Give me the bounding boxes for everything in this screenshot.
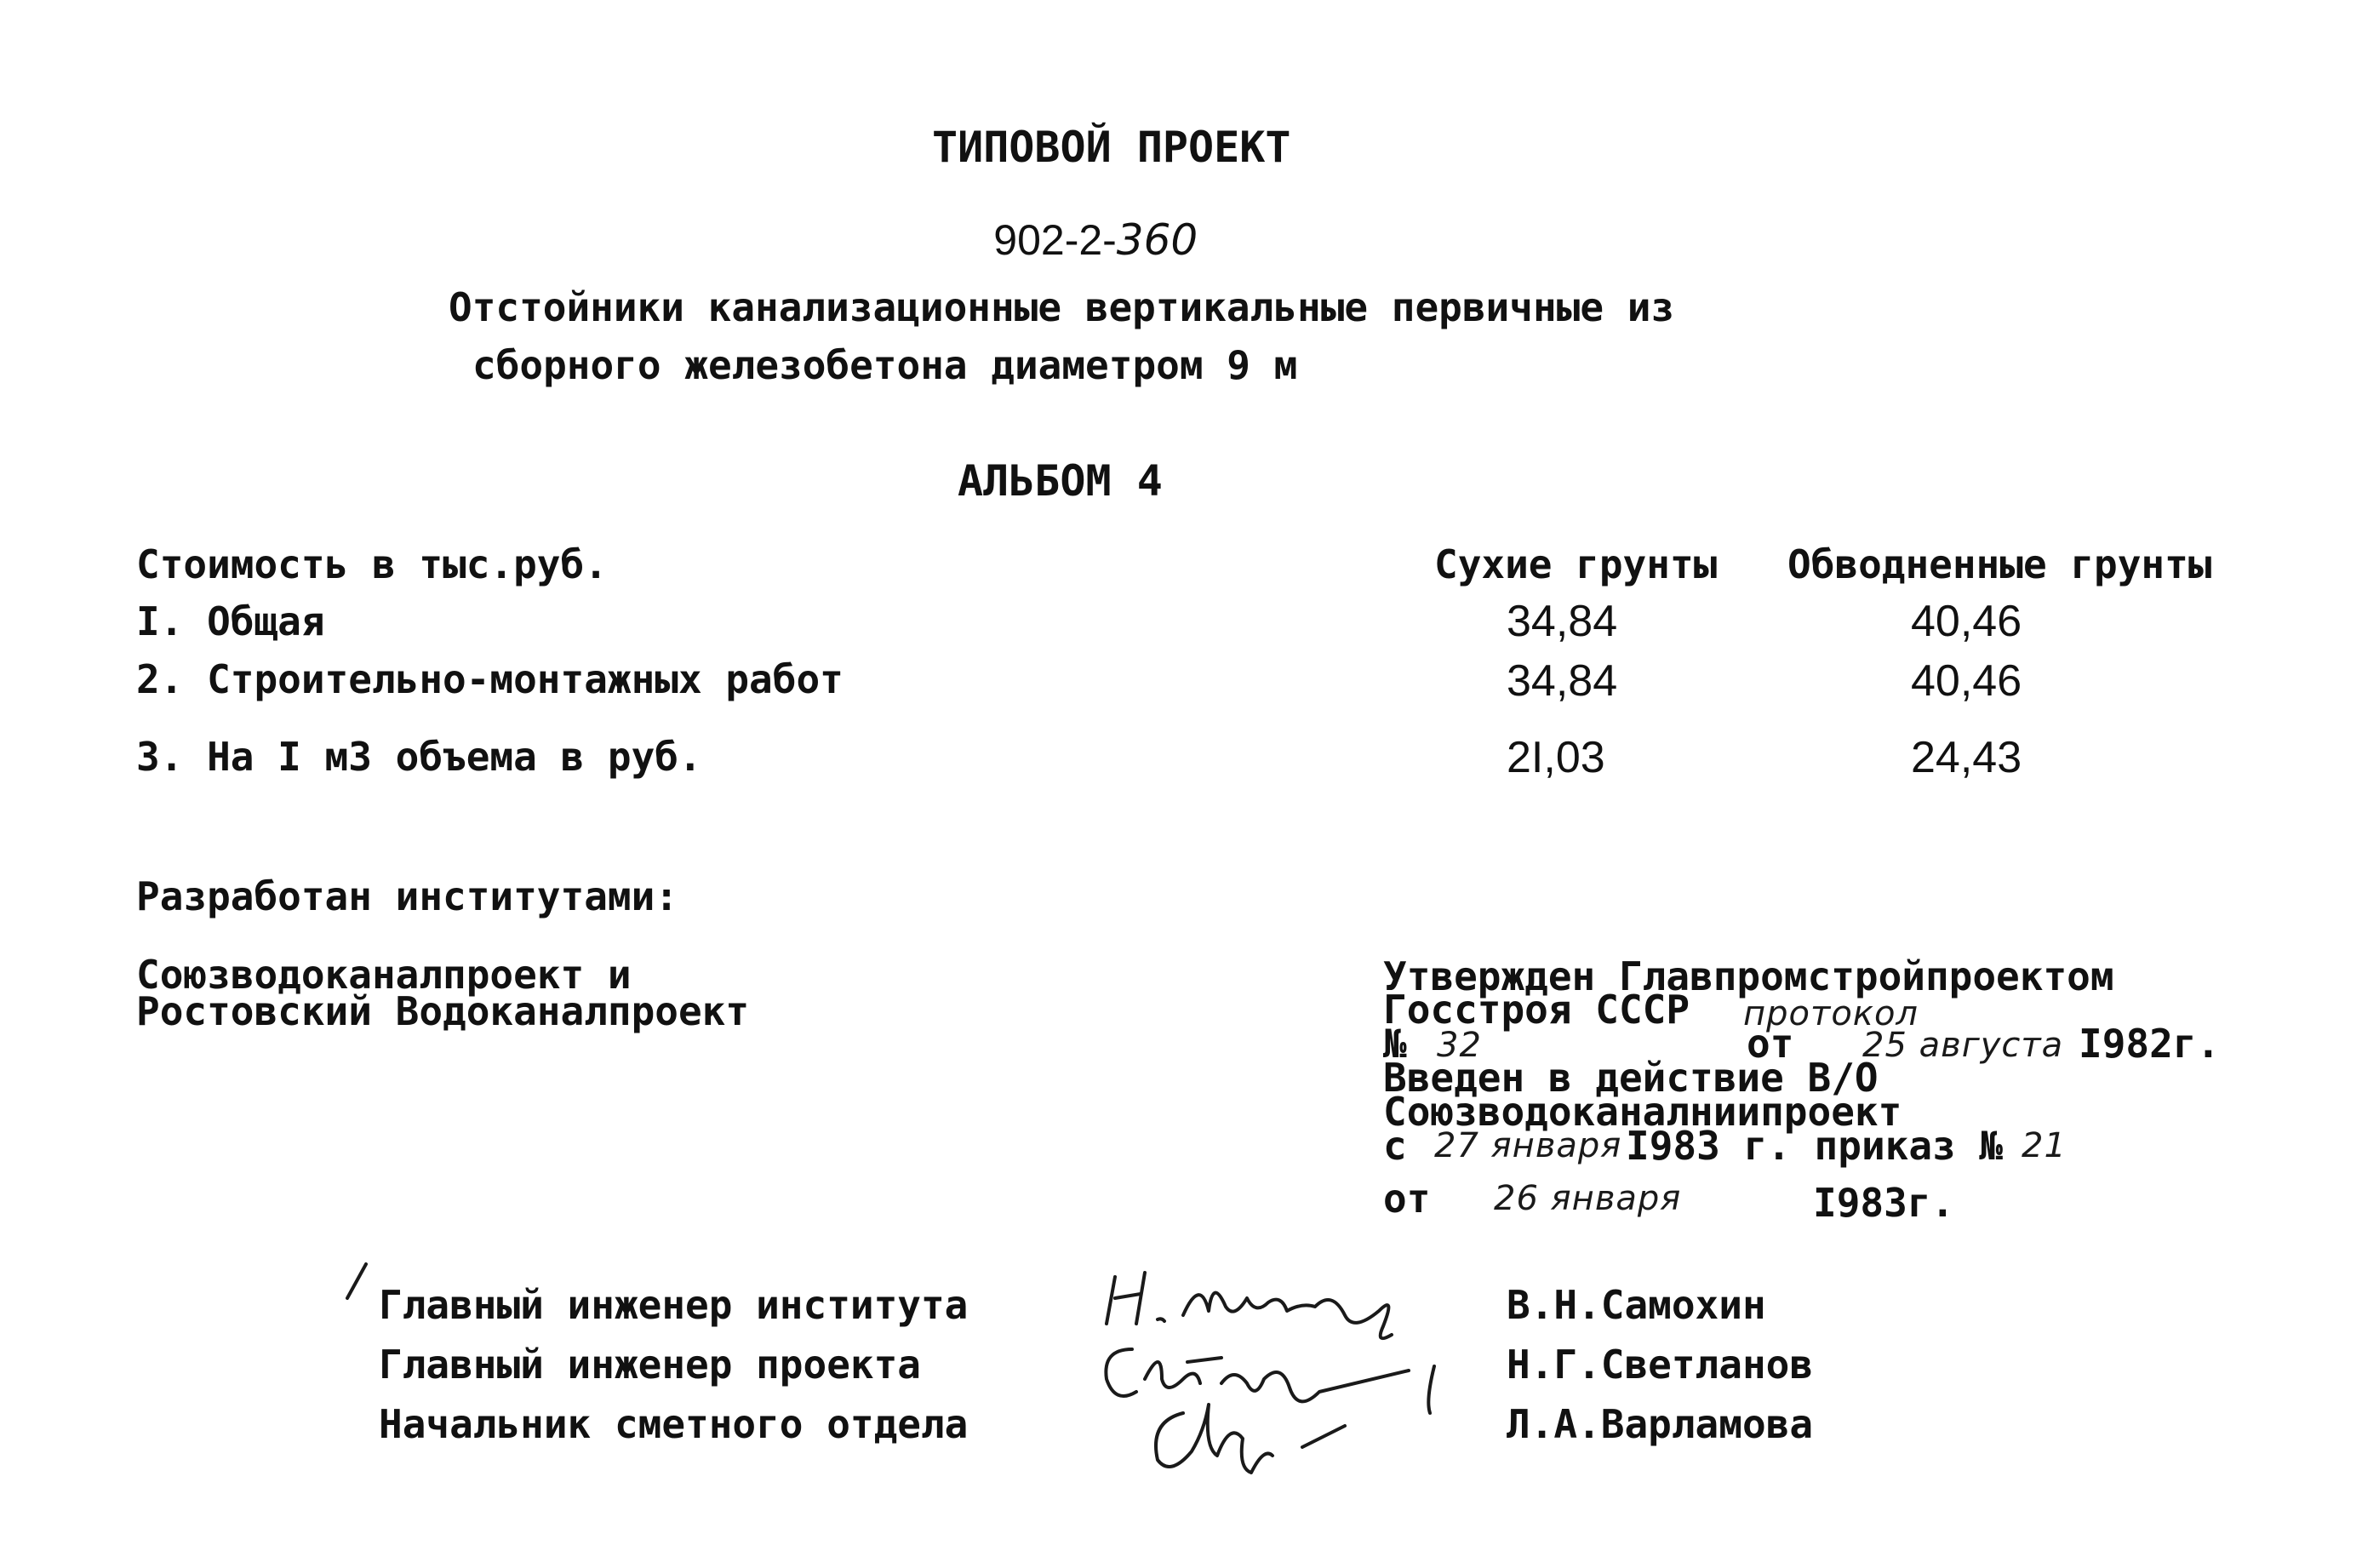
order-number-handwritten: 21 xyxy=(2022,1126,2067,1165)
cost-row-label: I. Общая xyxy=(136,598,325,644)
cost-row-wet: 40,46 xyxy=(1911,597,2022,646)
signature-samokhin xyxy=(1098,1251,1507,1336)
approval-line-1: Утвержден Главпромстройпроектом xyxy=(1383,953,2114,999)
signatory-name: В.Н.Самохин xyxy=(1507,1282,1766,1328)
description-line-1: Отстойники канализационные вертикальные первичные из xyxy=(449,284,1675,330)
developer-institute-1: Союзводоканалпроект и xyxy=(136,952,632,998)
document-title: ТИПОВОЙ ПРОЕКТ xyxy=(932,123,1291,172)
project-code-number: 360 xyxy=(1116,215,1198,265)
cost-row-label: 2. Строительно-монтажных работ xyxy=(136,656,844,702)
cost-row-dry: 34,84 xyxy=(1507,597,1618,646)
approval-line-5: Союзводоканалниипроект xyxy=(1383,1089,1902,1135)
approval-order: I983 г. приказ № xyxy=(1626,1123,2004,1169)
project-code-prefix: 902-2- xyxy=(993,216,1117,264)
order-year: I983г. xyxy=(1813,1180,1955,1226)
description-line-2: сборного железобетона диаметром 9 м xyxy=(472,342,1298,388)
approval-line-4: Введен в действие В/О xyxy=(1383,1055,1879,1101)
enactment-date-handwritten: 27 января xyxy=(1434,1126,1622,1165)
approval-line-2: Госстроя СССР xyxy=(1383,987,1690,1033)
cost-row-dry: 34,84 xyxy=(1507,656,1618,706)
cost-heading: Стоимость в тыс.руб. xyxy=(136,541,608,587)
developer-institute-2: Ростовский Водоканалпроект xyxy=(136,988,750,1034)
cost-row-wet: 24,43 xyxy=(1911,733,2022,782)
order-date-handwritten: 26 января xyxy=(1494,1179,1682,1218)
approval-date-handwritten: 25 августа xyxy=(1862,1026,2064,1065)
cost-row-wet: 40,46 xyxy=(1911,656,2022,706)
signature-varlamova xyxy=(1136,1388,1392,1481)
cost-row-dry: 2I,03 xyxy=(1507,733,1605,782)
signatory-position: Главный инженер проекта xyxy=(379,1342,921,1388)
column-wet-soils: Обводненные грунты xyxy=(1787,541,2212,587)
approval-year: I982г. xyxy=(2079,1021,2221,1067)
album-title: АЛЬБОМ 4 xyxy=(958,456,1163,506)
developers-heading: Разработан институтами: xyxy=(136,873,678,919)
cost-row-label: 3. На I м3 объема в руб. xyxy=(136,734,702,780)
approval-number-sign: № xyxy=(1383,1021,1407,1067)
signatory-name: Л.А.Варламова xyxy=(1507,1401,1814,1447)
pen-tick-mark xyxy=(340,1260,375,1311)
approval-protocol-number: 32 xyxy=(1437,1026,1482,1065)
approval-from-2: от xyxy=(1383,1176,1431,1222)
column-dry-soils: Сухие грунты xyxy=(1434,541,1718,587)
project-code xyxy=(977,199,1198,265)
approval-c: с xyxy=(1383,1123,1407,1169)
signatory-position: Главный инженер института xyxy=(379,1282,969,1328)
approval-protocol-handwritten: протокол xyxy=(1743,994,1919,1033)
approval-from: от xyxy=(1747,1021,1794,1067)
signatory-position: Начальник сметного отдела xyxy=(379,1401,969,1447)
signatory-name: Н.Г.Светланов xyxy=(1507,1342,1814,1388)
